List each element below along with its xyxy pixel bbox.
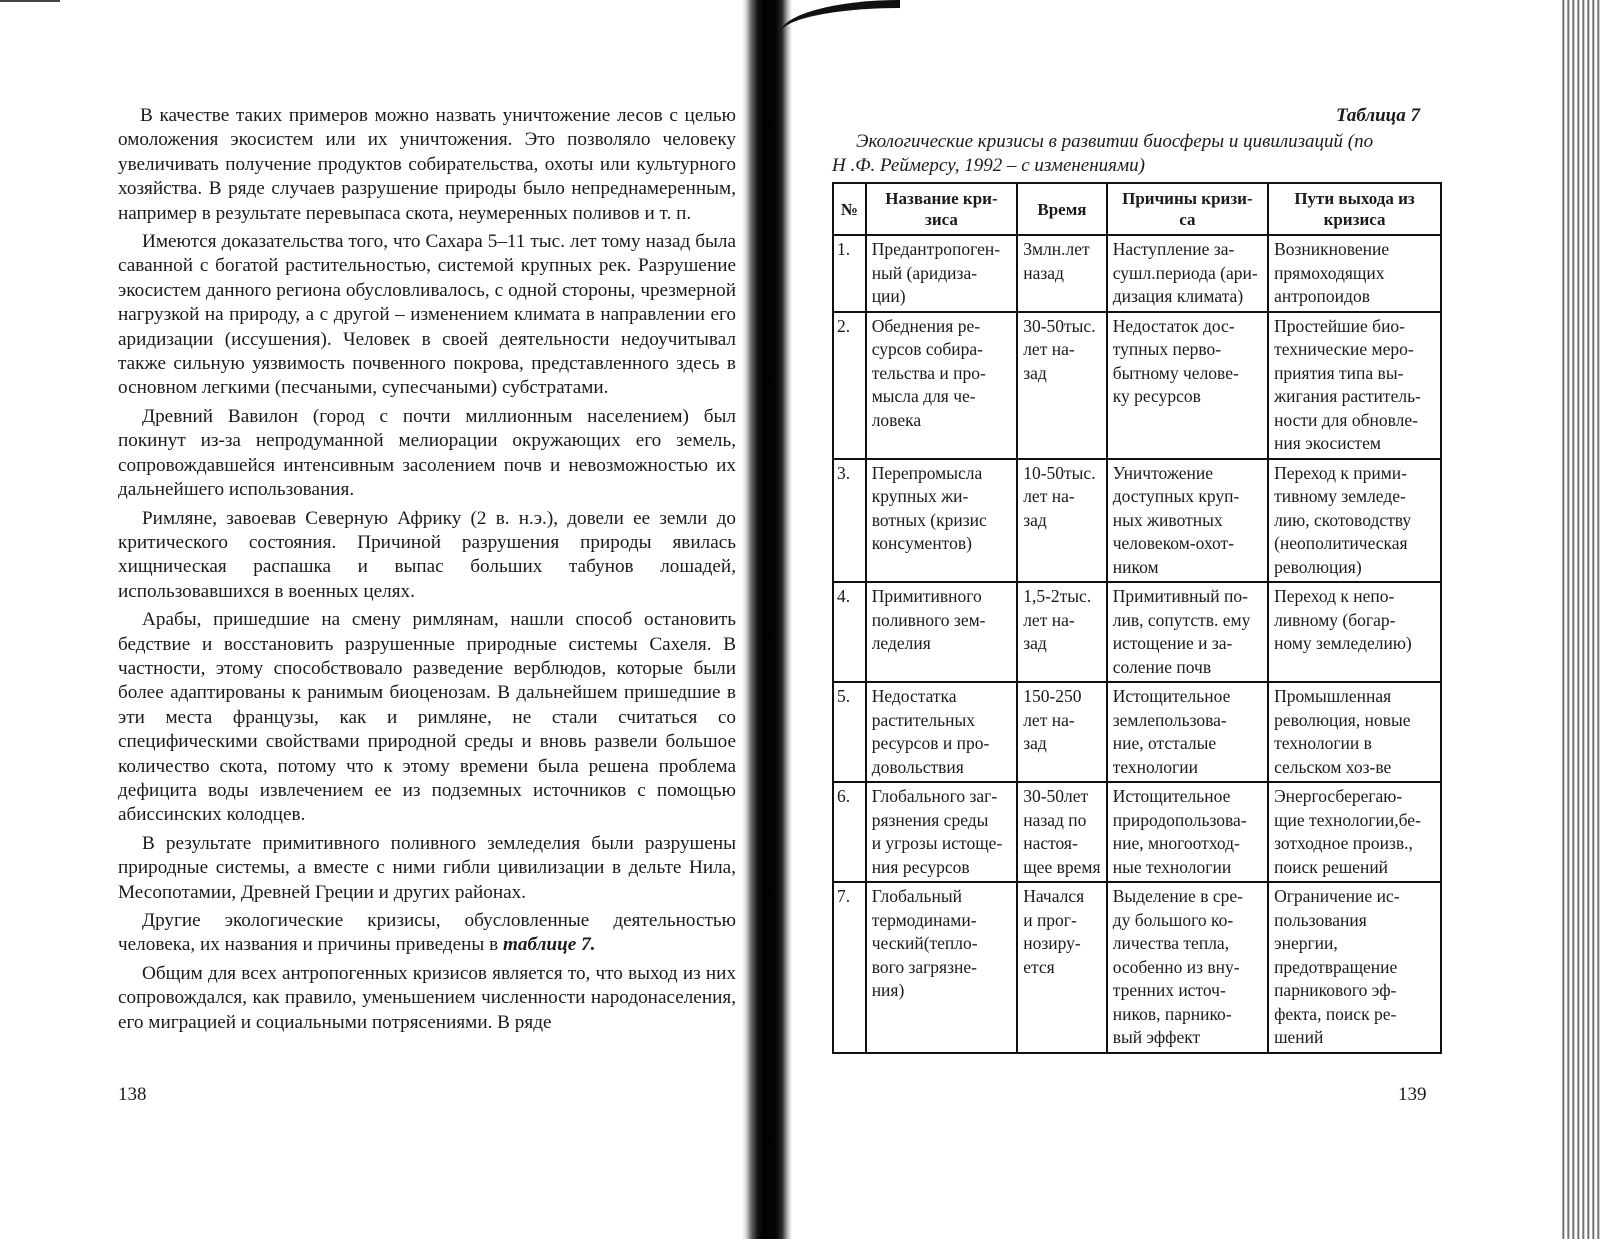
cause-cell: Истощительное природопользова- ние, многоотход- ные технологии	[1107, 782, 1268, 882]
header-time: Время	[1017, 183, 1107, 235]
row-number: 1.	[833, 235, 866, 312]
table-header-row	[833, 183, 1441, 235]
way-out-cell: Переход к непо- ливному (богар- ному земледелию)	[1268, 582, 1441, 682]
table-row	[833, 459, 1441, 583]
time-cell: 10-50тыс. лет на- зад	[1017, 459, 1107, 583]
page-number-left: 138	[118, 1084, 147, 1105]
header-crisis-name: Название кри- зиса	[866, 183, 1018, 235]
cause-cell: Примитивный по- лив, сопутств. ему истощение и за- соление почв	[1107, 582, 1268, 682]
row-number: 4.	[833, 582, 866, 682]
left-page-body	[118, 104, 736, 1039]
cause-cell: Уничтожение доступных круп- ных животных человеком-охот- ником	[1107, 459, 1268, 583]
row-number: 3.	[833, 459, 866, 583]
way-out-cell: Промышленная революция, новые технологии в сельском хоз-ве	[1268, 682, 1441, 782]
table-caption	[832, 130, 1442, 178]
table-row	[833, 312, 1441, 459]
paragraph: В качестве таких примеров можно назвать уничтожение лесов с целью омоложения экосистем или их уничтожения. Это позволяло человеку увеличивать получение продуктов собирательства, охоты или культурного хозяйства. В ряде случаев разрушение природы было непреднамеренным, например в результате перевыпаса скота, неумеренных поливов и т. п.	[118, 105, 736, 224]
paragraph: Арабы, пришедшие на смену римлянам, нашли способ остановить бедствие и восстановить разрушенные природные системы Сахеля. В частности, этому способствовало разведение верблюдов, которые были более адаптированы к ранимым биоценозам. В дальнейшем пришедшие в эти места французы, как и римляне, не стали считаться со специфическими свойствами природной среды и вновь развели большое количество скота, потому что к этому времени была решена проблема дефицита воды извлечением ее из подземных источников с помощью абиссинских колодцев.	[118, 609, 736, 826]
table-reference: таблице 7.	[502, 934, 596, 956]
crisis-name-cell: Обеднения ре- сурсов собира- тельства и про- мысла для че- ловека	[866, 312, 1018, 459]
way-out-cell: Ограничение ис- пользования энергии, предотвращение парникового эф- фекта, поиск ре- шений	[1268, 882, 1441, 1053]
time-cell: 150-250 лет на- зад	[1017, 682, 1107, 782]
header-causes: Причины кризи- са	[1107, 183, 1268, 235]
left-page	[0, 0, 750, 1239]
header-number: №	[833, 183, 866, 235]
header-ways-out: Пути выхода из кризиса	[1268, 183, 1441, 235]
time-cell: 3млн.лет назад	[1017, 235, 1107, 312]
table-label: Таблица 7	[1335, 105, 1420, 126]
cause-cell: Выделение в сре- ду большого ко- личества тепла, особенно из вну- тренних источ- ников, парнико- вый эффект	[1107, 882, 1268, 1053]
table-row	[833, 582, 1441, 682]
crisis-name-cell: Глобальный термодинами- ческий(тепло- вого загрязне- ния)	[866, 882, 1018, 1053]
crisis-name-cell: Недостатка растительных ресурсов и про- довольствия	[866, 682, 1018, 782]
cause-cell: Недостаток дос- тупных перво- бытному челове- ку ресурсов	[1107, 312, 1268, 459]
crisis-name-cell: Перепромысла крупных жи- вотных (кризис консументов)	[866, 459, 1018, 583]
page-number-right: 139	[1398, 1084, 1427, 1105]
cause-cell: Наступление за- сушл.периода (ари- дизация климата)	[1107, 235, 1268, 312]
caption-line: Экологические кризисы в развитии биосферы и цивилизаций (по	[856, 131, 1374, 152]
time-cell: 1,5-2тыс. лет на- зад	[1017, 582, 1107, 682]
paragraph: Имеются доказательства того, что Сахара 5–11 тыс. лет тому назад была саванной с богатой растительностью, системой крупных рек. Разрушение экосистем данного региона обусловливалось, с одной стороны, чрезмерной нагрузкой на природу, а с другой – изменением климата в направлении его аридизации (иссушения). Человек в своей деятельности недоучитывал также сильную уязвимость почвенного покрова, представленного здесь в основном легкими (песчаными, супесчаными) субстратами.	[118, 231, 736, 399]
way-out-cell: Простейшие био- технические меро- приятия типа вы- жигания раститель- ности для обновле- ния экосистем	[1268, 312, 1441, 459]
time-cell: Начался и прог- нозиру- ется	[1017, 882, 1107, 1053]
way-out-cell: Переход к прими- тивному земледе- лию, скотоводству (неополитическая революция)	[1268, 459, 1441, 583]
crisis-name-cell: Примитивного поливного зем- леделия	[866, 582, 1018, 682]
way-out-cell: Возникновение прямоходящих антропоидов	[1268, 235, 1441, 312]
table-row	[833, 235, 1441, 312]
caption-line: Н .Ф. Реймерсу, 1992 – с изменениями)	[832, 155, 1145, 176]
paragraph-text: Другие экологические кризисы, обусловленные деятельностью человека, их названия и причины приведены в	[118, 910, 736, 956]
row-number: 2.	[833, 312, 866, 459]
row-number: 5.	[833, 682, 866, 782]
cause-cell: Истощительное землепользова- ние, отсталые технологии	[1107, 682, 1268, 782]
crisis-name-cell: Предантропоген- ный (аридиза- ции)	[866, 235, 1018, 312]
book-edge	[1560, 0, 1600, 1239]
table-row	[833, 782, 1441, 882]
paragraph: Древний Вавилон (город с почти миллионным населением) был покинут из-за непродуманной мелиорации окружающих его земель, сопровождавшейся интенсивным засолением почв и невозможностью их дальнейшего использования.	[118, 405, 736, 501]
row-number: 6.	[833, 782, 866, 882]
paragraph-table-reference	[118, 909, 736, 958]
paragraph: Общим для всех антропогенных кризисов является то, что выход из них сопровождался, как правило, уменьшением численности народонаселения, его миграцией и социальными потрясениями. В ряде	[118, 962, 736, 1033]
book-gutter	[742, 0, 792, 1239]
crisis-table	[832, 182, 1442, 1054]
paragraph: В результате примитивного поливного земледелия были разрушены природные системы, а вместе с ними гибли цивилизации в дельте Нила, Месопотамии, Древней Греции и других районах.	[118, 832, 736, 903]
row-number: 7.	[833, 882, 866, 1053]
table-row	[833, 682, 1441, 782]
way-out-cell: Энергосберегаю- щие технологии,бе- зотходное произв., поиск решений	[1268, 782, 1441, 882]
paragraph: Римляне, завоевав Северную Африку (2 в. н.э.), довели ее земли до критического состояния. Причиной разрушения природы явилась хищническая распашка и выпас больших табунов лошадей, использовавшихся в военных целях.	[118, 507, 736, 602]
time-cell: 30-50тыс. лет на- зад	[1017, 312, 1107, 459]
crisis-name-cell: Глобального заг- рязнения среды и угрозы истоще- ния ресурсов	[866, 782, 1018, 882]
table-row	[833, 882, 1441, 1053]
time-cell: 30-50лет назад по настоя- щее время	[1017, 782, 1107, 882]
